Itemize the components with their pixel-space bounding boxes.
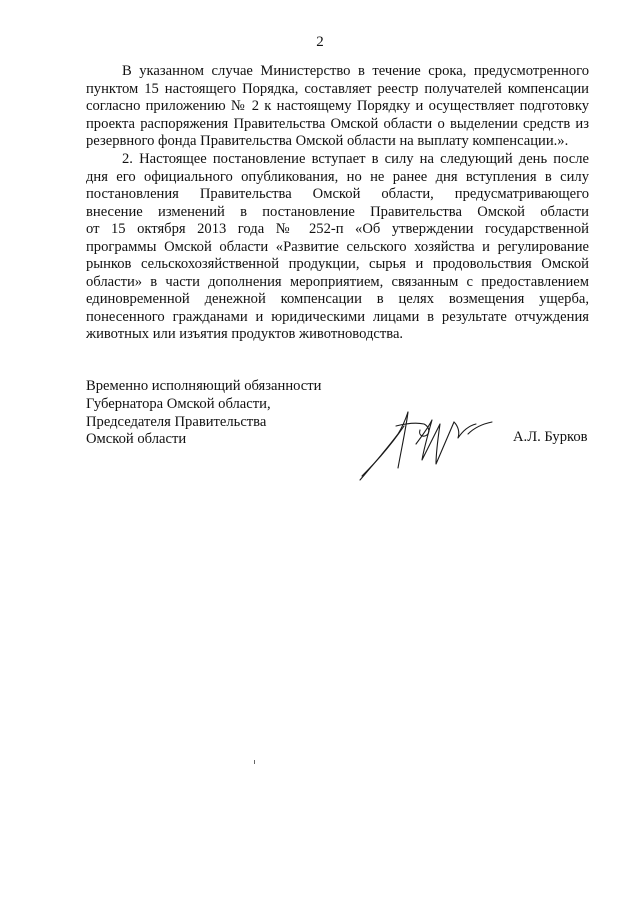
text-line: единовременной денежной компенсации в целях возмещения ущерба, bbox=[86, 291, 589, 307]
text-line: пунктом 15 настоящего Порядка, составляет реестр получателей компенсации bbox=[86, 80, 589, 97]
scan-speck bbox=[254, 760, 255, 764]
text-line: В указанном случае Министерство в течение срока, предусмотренного bbox=[122, 63, 589, 79]
text-line: проекта распоряжения Правительства Омской области о выделении средств из bbox=[86, 115, 589, 132]
text-line: внесение изменений в постановление Правительства Омской области bbox=[86, 203, 589, 220]
text-line: от 15 октября 2013 года № 252-п «Об утверждении государственной bbox=[86, 221, 589, 237]
text-line: постановления Правительства Омской области, предусматривающего bbox=[86, 186, 589, 202]
text-line: дня его официального опубликования, но не ранее дня вступления в силу bbox=[86, 168, 589, 185]
signatory-block bbox=[86, 378, 321, 449]
signatory-title-line: Председателя Правительства bbox=[86, 413, 267, 430]
text-line: согласно приложению № 2 к настоящему Порядку и осуществляет подготовку bbox=[86, 98, 589, 114]
signatory-title-line: Временно исполняющий обязанности bbox=[86, 378, 322, 394]
text-line: 2. Настоящее постановление вступает в силу на следующий день после bbox=[122, 151, 589, 167]
text-line: области» в части дополнения мероприятием, связанным с предоставлением bbox=[86, 273, 589, 290]
paragraph-entry-into-force bbox=[86, 151, 589, 344]
page-number: 2 bbox=[316, 34, 324, 50]
text-line: резервного фонда Правительства Омской области на выплату компенсации.». bbox=[86, 133, 569, 149]
text-line: программы Омской области «Развитие сельского хозяйства и регулирование bbox=[86, 238, 589, 255]
text-line: понесенного гражданами и юридическими лицами в результате отчуждения bbox=[86, 308, 589, 325]
text-line: рынков сельскохозяйственной продукции, сырья и продовольствия Омской bbox=[86, 256, 589, 272]
signer-name: А.Л. Бурков bbox=[513, 429, 588, 445]
text-line: животных или изъятия продуктов животноводства. bbox=[86, 326, 404, 342]
handwritten-signature bbox=[358, 404, 498, 484]
paragraph-reserve-fund bbox=[86, 63, 589, 151]
signatory-title-line: Губернатора Омской области, bbox=[86, 395, 271, 412]
signatory-title-line: Омской области bbox=[86, 431, 187, 448]
